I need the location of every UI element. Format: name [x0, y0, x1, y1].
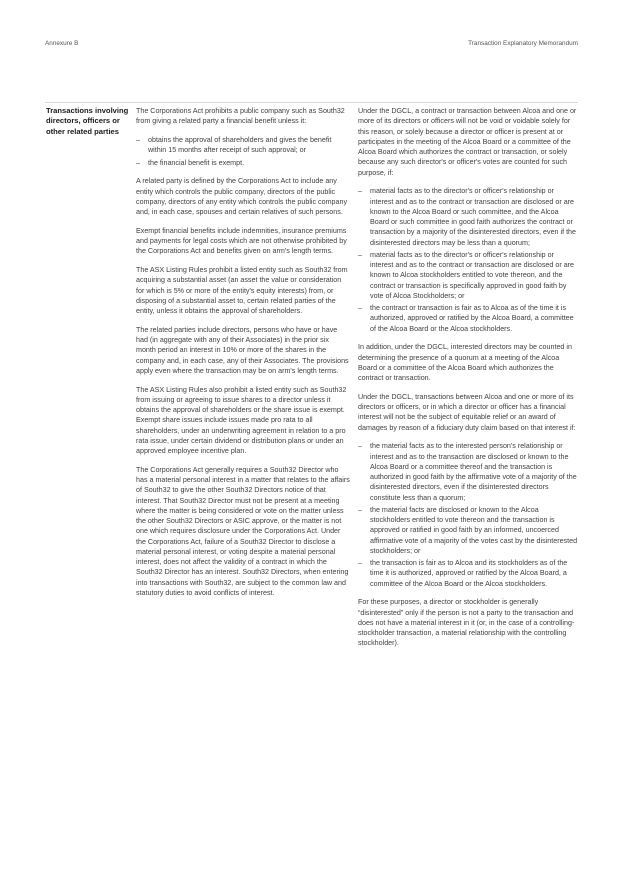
row-heading: Transactions involving directors, officers or other related parties [46, 106, 129, 136]
table-top-rule [45, 102, 578, 103]
paragraph: In addition, under the DGCL, interested directors may be counted in determining the presence of a quorum at a meeting of the Alcoa Board or a committee of the Alcoa Board which authorizes the contract or transaction. [358, 343, 572, 382]
alcoa-column [358, 106, 578, 657]
dash-bullet: – [358, 505, 362, 514]
running-header-left: Annexure B [45, 40, 79, 47]
paragraph: For these purposes, a director or stockholder is generally “disinterested” only if the person is not a party to the transaction and does not have a material interest in it (or, in the case of a controlling-stockholder transaction, a material relationship with the controlling stockholder). [358, 598, 575, 648]
dash-bullet: – [136, 136, 140, 144]
paragraph: The Corporations Act generally requires a South32 Director who has a material personal interest in a matter that relates to the affairs of South32 to give the other South32 Directors notice of that interest. That South32 Director must not be present at a meeting where the matter is being considered or vote on the matter unless the other South32 Directors or ASIC approve, or the matter is not one which requires disclosure under the Corporations Act. Under the Corporations Act, failure of a South32 Director to disclose a material personal interest, or voting despite a material personal interest, does not affect the validity of a contract in which the South32 Director has an interest. South32 Directors, when entering into transactions with South32, are subject to the common law and statutory duties to avoid conflicts of interest. [136, 465, 350, 597]
list-item [358, 186, 578, 248]
bullet-list [358, 186, 578, 334]
list-item [136, 158, 350, 168]
dash-bullet: – [358, 442, 362, 451]
dash-bullet: – [358, 304, 362, 312]
list-item [358, 558, 578, 589]
list-item-text: material facts as to the director's or officer's relationship or interest and as to the contract or transaction are disclosed or are known to Alcoa stockholders entitled to vote thereon, and the contract or transaction is specifically approved in good faith by vote of Alcoa Stockholders; or [370, 250, 575, 300]
list-item-text: the material facts are disclosed or known to the Alcoa stockholders entitled to vote thereon and the transaction is approved or ratified in good faith by an informed, uncoerced affirmative vote of a majority of the votes cast by the disinterested stockholders; or [370, 505, 578, 555]
paragraph: Under the DGCL, a contract or transaction between Alcoa and one or more of its directors or officers will not be void or voidable solely for this reason, or solely because a director or officer is present at or participates in the meeting of the Alcoa Board or a committee of the Alcoa Board which authorizes the contract or transaction, or solely because any such director's or officer's votes are counted for such purpose, if: [358, 107, 577, 177]
dash-bullet: – [358, 250, 362, 259]
list-item-text: the financial benefit is exempt. [148, 158, 245, 167]
bullet-list [136, 135, 350, 168]
list-item-text: obtains the approval of shareholders and gives the benefit within 15 months after receipt of such approval; or [148, 136, 332, 155]
running-header-right: Transaction Explanatory Memorandum [468, 40, 578, 47]
list-item [136, 135, 350, 156]
paragraph: The ASX Listing Rules also prohibit a listed entity such as South32 from issuing or agreeing to issue shares to a director unless it obtains the approval of shareholders or the share issue is exempt. Exempt share issues include issues made pro rata to all shareholders, under an underwriting agreement in relation to a pro rata issue, under certain dividend or distribution plans or under an approved employee incentive plan. [136, 385, 347, 455]
list-item-text: material facts as to the director's or officer's relationship or interest and as to the contract or transaction are disclosed or are known to the Alcoa Board or such committee, and the Alcoa Board or such committee in good faith authorizes the contract or transaction by a majority of the disinterested directors, even if the disinterested directors may be less than a quorum; [370, 187, 576, 247]
south32-column [136, 106, 350, 607]
dash-bullet: – [358, 559, 362, 567]
bullet-list [358, 441, 578, 589]
paragraph: A related party is defined by the Corporations Act to include any entity which controls the public company, directors of the public company, directors of any entity which controls the public company and, in each case, spouses and certain relatives of such persons. [136, 177, 348, 216]
list-item-text: the contract or transaction is fair as to Alcoa as of the time it is authorized, approved or ratified by the Alcoa Board, a committee of the Alcoa Board or the Alcoa stockholders. [370, 304, 574, 333]
list-item [358, 505, 578, 556]
list-item [358, 250, 578, 301]
paragraph: Exempt financial benefits include indemnities, insurance premiums and payments for legal costs which are not otherwise prohibited by the Corporations Act and benefits given on arm's length terms. [136, 226, 347, 256]
dash-bullet: – [358, 187, 362, 196]
paragraph: The ASX Listing Rules prohibit a listed entity such as South32 from acquiring a substantial asset (an asset the value or consideration for which is 5% or more of the entity's equity interests) from, or disposing of a substantial asset to, certain related parties of the entity, unless it obtains the approval of shareholders. [136, 266, 348, 315]
list-item [358, 441, 578, 503]
list-item-text: the material facts as to the interested person's relationship or interest and as to the transaction are disclosed or known to the Alcoa Board or a committee thereof and the transaction is authorized in good faith by the affirmative vote of a majority of the disinterested directors, even if the disinterested directors constitute less than a quorum; [370, 442, 577, 502]
list-item-text: the transaction is fair as to Alcoa and its stockholders as of the time it is authorized, approved or ratified by the Alcoa Board, a committee of the Alcoa Board or the Alcoa stockholders. [370, 559, 568, 588]
list-item [358, 303, 578, 334]
paragraph: The related parties include directors, persons who have or have had (in aggregate with any of their Associates) in the prior six month period an interest in 10% or more of the shares in the company and, in each case, any of their Associates. The provisions apply even where the transaction may be on arm's length terms. [136, 325, 349, 375]
dash-bullet: – [136, 158, 140, 167]
paragraph: The Corporations Act prohibits a public company such as South32 from giving a related party a financial benefit unless it: [136, 107, 345, 126]
paragraph: Under the DGCL, transactions between Alcoa and one or more of its directors or officers, or in which a director or officer has a financial interest will not be the subject of equitable relief or an award of damages by reason of a fiduciary duty claim based on that interest if: [358, 392, 576, 432]
